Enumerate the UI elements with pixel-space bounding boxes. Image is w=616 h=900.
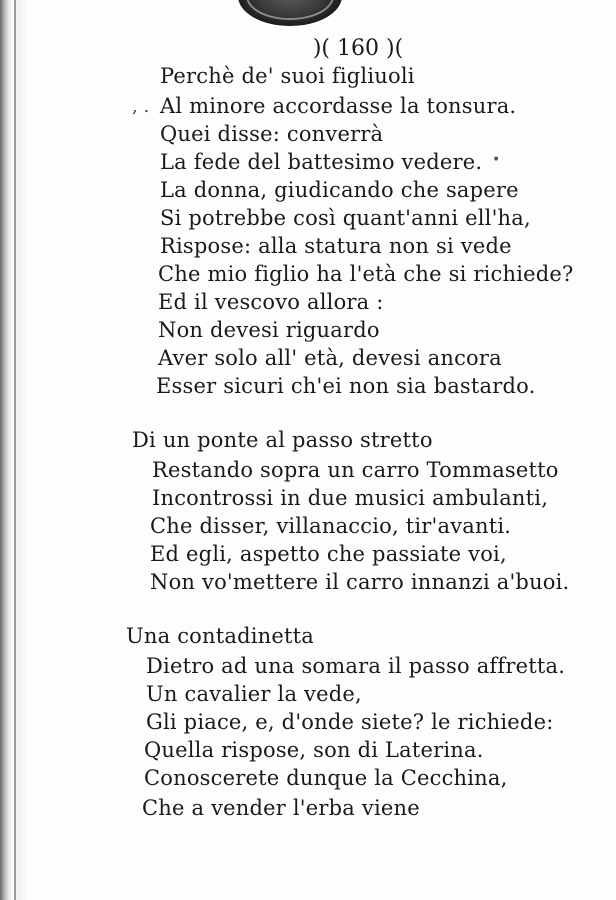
page-gutter <box>0 0 26 900</box>
ink-dot: • <box>492 152 501 168</box>
verse-line: Incontrossi in due musici ambulanti, <box>152 486 549 510</box>
verse-line: Al minore accordasse la tonsura. <box>160 94 517 118</box>
verse-line: Quella rispose, son di Laterina. <box>144 738 484 762</box>
verse-line: Non devesi riguardo <box>158 318 380 342</box>
verse-line: Che mio figlio ha l'età che si richiede? <box>158 262 574 286</box>
verse-line: Restando sopra un carro Tommasetto <box>152 458 559 482</box>
gutter-line <box>14 0 16 900</box>
verse-line: Conoscerete dunque la Cecchina, <box>144 766 508 790</box>
verse-line: Perchè de' suoi figliuoli <box>160 64 415 88</box>
verse-line: Gli piace, e, d'onde siete? le richiede: <box>146 710 554 734</box>
verse-line: Ed il vescovo allora : <box>158 290 384 314</box>
verse-line: Non vo'mettere il carro innanzi a'buoi. <box>150 570 570 594</box>
verse-line: Quei disse: converrà <box>160 122 384 146</box>
stray-mark: , . <box>132 96 150 117</box>
verse-line: Ed egli, aspetto che passiate voi, <box>150 542 507 566</box>
verse-line: Che disser, villanaccio, tir'avanti. <box>150 514 512 538</box>
verse-line: Esser sicuri ch'ei non sia bastardo. <box>156 374 536 398</box>
page-number: )( 160 )( <box>312 36 404 61</box>
verse-line: Una contadinetta <box>126 624 315 648</box>
verse-line: Aver solo all' età, devesi ancora <box>158 346 502 370</box>
verse-line: Che a vender l'erba viene <box>142 796 420 820</box>
verse-line: Rispose: alla statura non si vede <box>160 234 512 258</box>
verse-line: Si potrebbe così quant'anni ell'ha, <box>160 206 531 230</box>
verse-line: La donna, giudicando che sapere <box>160 178 519 202</box>
verse-line: La fede del battesimo vedere. <box>160 150 483 174</box>
verse-line: Un cavalier la vede, <box>146 682 362 706</box>
verse-line: Dietro ad una somara il passo affretta. <box>146 654 566 678</box>
verse-line: Di un ponte al passo stretto <box>132 428 433 452</box>
